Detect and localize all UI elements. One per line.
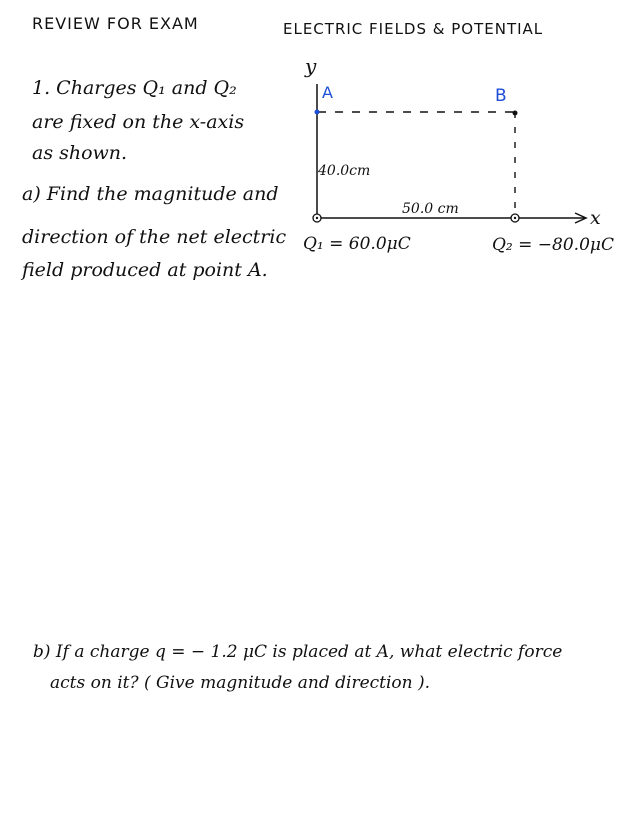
part-b-line-1: b) If a charge q = − 1.2 μC is placed at A, what electric force (33, 642, 563, 662)
problem1-line-1: 1. Charges Q₁ and Q₂ (32, 77, 237, 99)
point-b-marker (513, 111, 518, 116)
problem1-line-2: are fixed on the x-axis (32, 111, 245, 133)
charge-q1-dot (316, 217, 318, 219)
horizontal-distance-label: 50.0 cm (402, 201, 459, 217)
header-left-title: REVIEW FOR EXAM (32, 14, 199, 33)
x-axis-label: x (590, 207, 601, 229)
q2-label: Q₂ = −80.0μC (492, 235, 614, 255)
part-a-line-2: direction of the net electric (22, 226, 287, 248)
q1-label: Q₁ = 60.0μC (303, 234, 411, 254)
charge-q2-dot (514, 217, 516, 219)
part-a-line-3: field produced at point A. (22, 259, 268, 281)
point-b-label: B (495, 86, 508, 106)
part-a-line-1: a) Find the magnitude and (22, 183, 279, 205)
header-right-title: ELECTRIC FIELDS & POTENTIAL (283, 20, 544, 38)
vertical-distance-label: 40.0cm (318, 163, 371, 179)
part-b-line-2: acts on it? ( Give magnitude and direction ). (50, 673, 431, 693)
point-a-label: A (322, 83, 334, 102)
y-axis-label: y (305, 54, 317, 78)
point-a-marker (315, 110, 320, 115)
problem1-line-3: as shown. (32, 142, 128, 164)
